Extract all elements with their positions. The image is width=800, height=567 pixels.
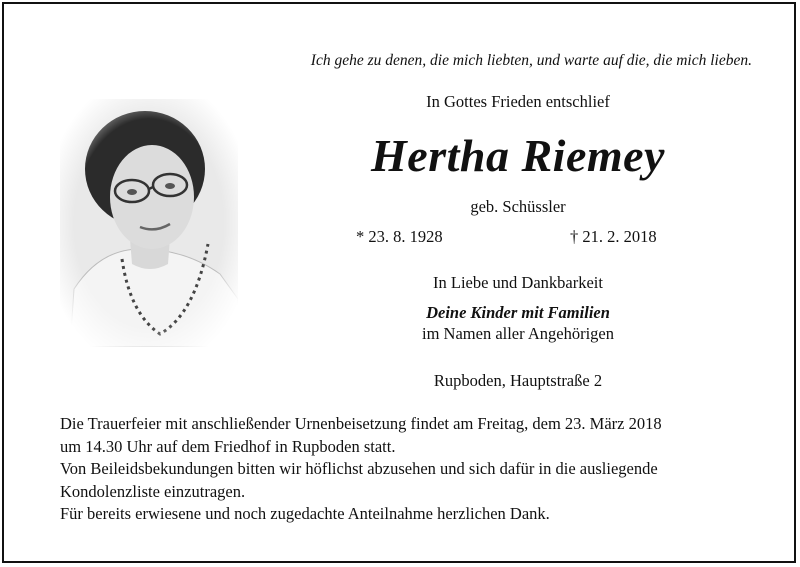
funeral-notice xyxy=(60,413,760,526)
motto-quote: Ich gehe zu denen, die mich liebten, und warte auf die, die mich lieben. xyxy=(310,52,752,69)
portrait-photo-icon xyxy=(60,99,238,347)
deceased-name: Hertha Riemey xyxy=(371,130,665,181)
notice-line: Kondolenzliste einzutragen. xyxy=(60,481,246,501)
obituary-frame xyxy=(2,2,796,563)
notice-line: Von Beileidsbekundungen bitten wir höflichst abzusehen und sich dafür in die ausliegende xyxy=(60,459,658,478)
notice-line: um 14.30 Uhr auf dem Friedhof in Rupboden statt. xyxy=(60,436,396,456)
mourners-line: Deine Kinder mit Familien xyxy=(426,303,610,322)
death-date: † 21. 2. 2018 xyxy=(570,227,657,246)
on-behalf-line: im Namen aller Angehörigen xyxy=(422,324,614,343)
notice-line: Die Trauerfeier mit anschließender Urnenbeisetzung findet am Freitag, dem 23. März 2018 xyxy=(60,414,662,433)
maiden-name: geb. Schüssler xyxy=(470,197,566,216)
notice-line: Für bereits erwiesene und noch zugedachte Anteilnahme herzlichen Dank. xyxy=(60,504,550,523)
intro-line: In Gottes Frieden entschlief xyxy=(426,92,610,111)
love-line: In Liebe und Dankbarkeit xyxy=(433,273,603,292)
address-line: Rupboden, Hauptstraße 2 xyxy=(433,371,603,390)
birth-date: * 23. 8. 1928 xyxy=(356,227,443,246)
